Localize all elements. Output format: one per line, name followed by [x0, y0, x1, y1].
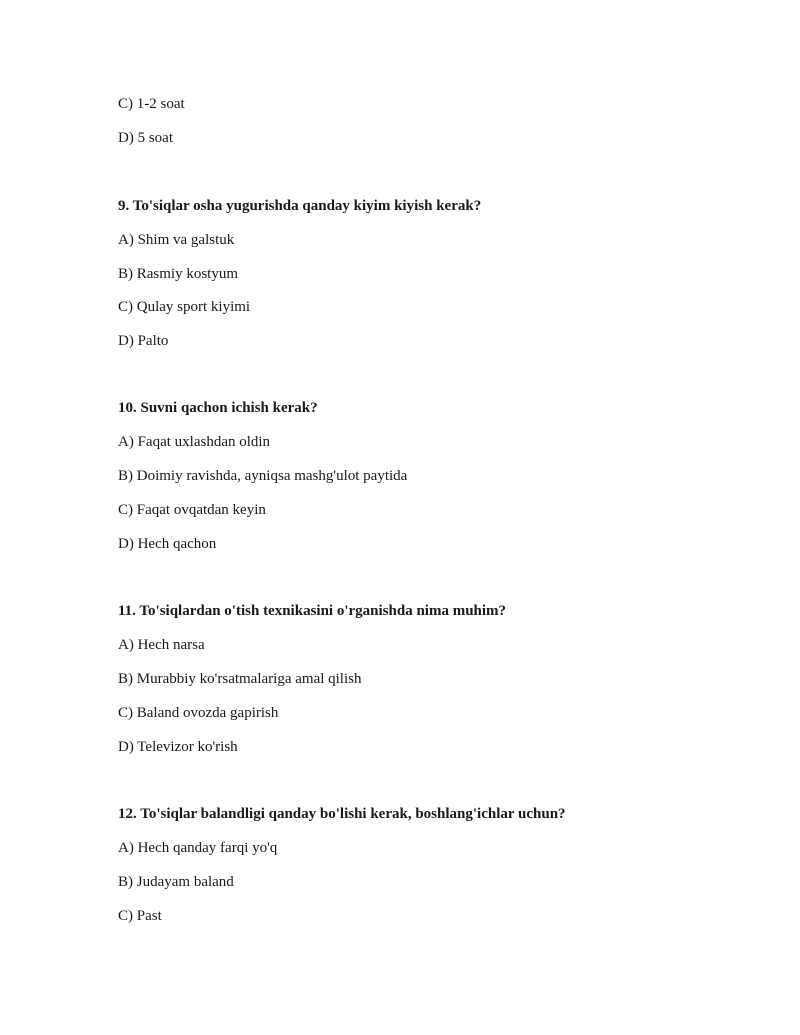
question-10-option-c: C) Faqat ovqatdan keyin [118, 502, 266, 518]
question-9-option-c: C) Qulay sport kiyimi [118, 299, 251, 315]
question-11-option-b: B) Murabbiy ko'rsatmalariga amal qilish [118, 671, 362, 687]
question-12: 12. To'siqlar balandligi qanday bo'lishi kerak, boshlang'ichlar uchun? [118, 806, 566, 822]
question-9-option-b: B) Rasmiy kostyum [118, 266, 239, 282]
question-10-option-d: D) Hech qachon [118, 536, 217, 552]
question-11-option-a: A) Hech narsa [118, 637, 205, 653]
question-11: 11. To'siqlardan o'tish texnikasini o'rganishda nima muhim? [118, 603, 507, 619]
question-10-option-b: B) Doimiy ravishda, ayniqsa mashg'ulot paytida [118, 468, 408, 484]
question-9-option-a: A) Shim va galstuk [118, 232, 235, 248]
question-10-option-a: A) Faqat uxlashdan oldin [118, 434, 271, 450]
question-11-option-c: C) Baland ovozda gapirish [118, 705, 279, 721]
question-9-option-d: D) Palto [118, 333, 169, 349]
question-12-option-b: B) Judayam baland [118, 874, 234, 890]
question-10: 10. Suvni qachon ichish kerak? [118, 400, 318, 416]
option-c: C) 1-2 soat [118, 96, 185, 112]
option-d: D) 5 soat [118, 130, 173, 146]
question-11-option-d: D) Televizor ko'rish [118, 739, 238, 755]
question-9: 9. To'siqlar osha yugurishda qanday kiyim kiyish kerak? [118, 198, 482, 214]
question-12-option-c: C) Past [118, 908, 162, 924]
question-12-option-a: A) Hech qanday farqi yo'q [118, 840, 278, 856]
